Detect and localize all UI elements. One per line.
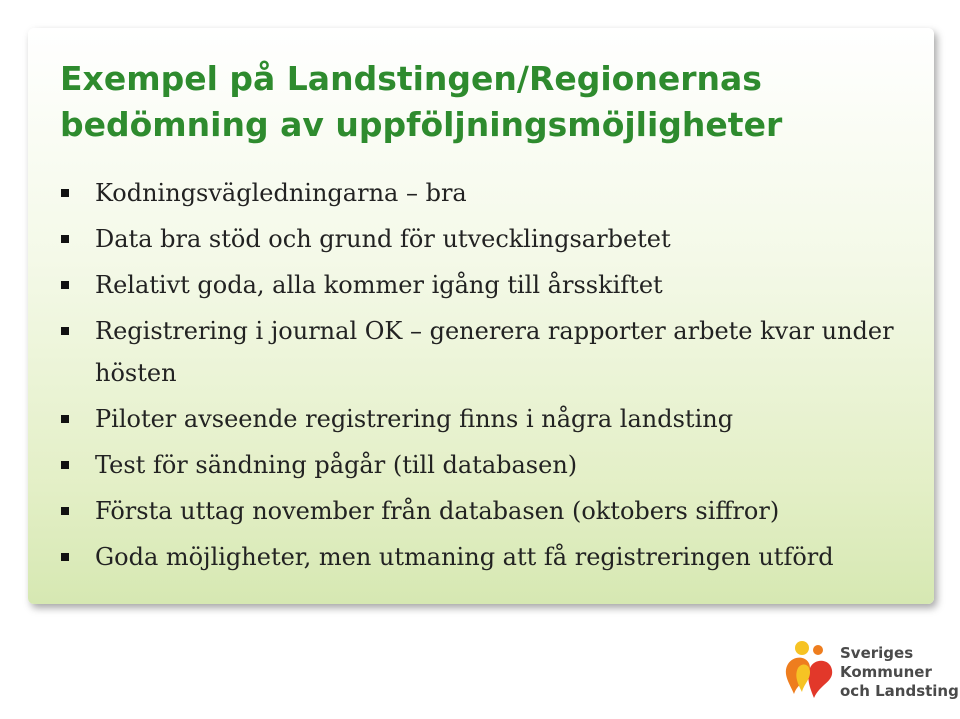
square-bullet-icon — [61, 507, 69, 515]
logo-line-3: och Landsting — [840, 682, 959, 700]
bullet-text: Första uttag november från databasen (oktobers siffror) — [95, 497, 780, 525]
bullet-text: Kodningsvägledningarna – bra — [95, 179, 467, 207]
bullet-text: Piloter avseende registrering finns i några landsting — [95, 405, 734, 433]
skl-logo-wordmark — [840, 644, 959, 701]
bullet-item — [60, 310, 920, 394]
skl-logo — [780, 636, 959, 710]
logo-line-2: Kommuner — [840, 663, 932, 681]
skl-flame-figure-icon — [780, 638, 840, 704]
square-bullet-icon — [61, 415, 69, 423]
square-bullet-icon — [61, 553, 69, 561]
slide-title: Exempel på Landstingen/Regionernas bedömning av uppföljningsmöjligheter — [60, 59, 783, 144]
square-bullet-icon — [61, 281, 69, 289]
bullet-text: Goda möjligheter, men utmaning att få registreringen utförd — [95, 543, 834, 571]
square-bullet-icon — [61, 327, 69, 335]
bullet-text: Registrering i journal OK – generera rapporter arbete kvar under hösten — [95, 317, 894, 387]
bullet-item — [60, 444, 920, 486]
bullet-text: Test för sändning pågår (till databasen) — [95, 451, 578, 479]
square-bullet-icon — [61, 189, 69, 197]
bullet-text: Data bra stöd och grund för utvecklingsarbetet — [95, 225, 671, 253]
bullet-item — [60, 398, 920, 440]
bullet-text: Relativt goda, alla kommer igång till årsskiftet — [95, 271, 663, 299]
bullet-list — [60, 172, 920, 582]
bullet-item — [60, 490, 920, 532]
bullet-item — [60, 218, 920, 260]
bullet-item — [60, 264, 920, 306]
bullet-item — [60, 536, 920, 578]
bullet-item — [60, 172, 920, 214]
square-bullet-icon — [61, 461, 69, 469]
logo-line-1: Sveriges — [840, 644, 914, 662]
square-bullet-icon — [61, 235, 69, 243]
